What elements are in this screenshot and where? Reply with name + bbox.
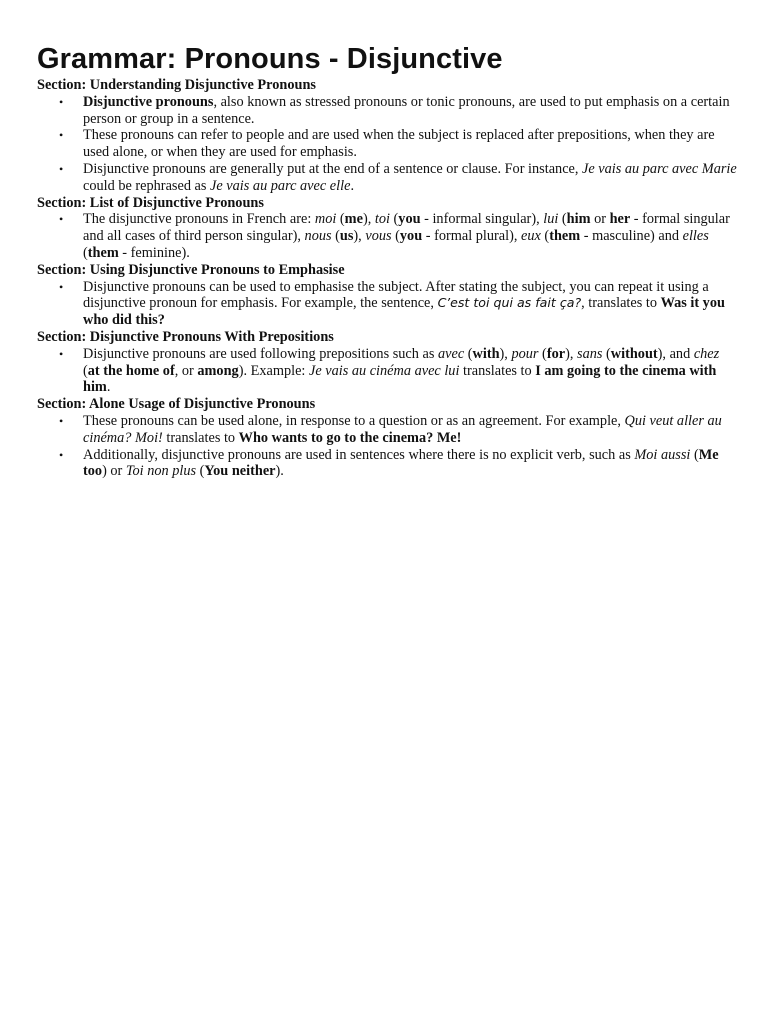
bold-text: Disjunctive pronouns (83, 93, 214, 110)
bold-text: without (610, 345, 658, 362)
text-run: ( (558, 211, 567, 228)
bold-text: You neither (204, 463, 276, 480)
text-run: - informal singular), (420, 211, 544, 228)
text-run: ( (336, 211, 345, 228)
text-run: Additionally, disjunctive pronouns are used in sentences where there is no explicit verb, such as (83, 446, 635, 463)
text-run: ( (540, 228, 550, 245)
italic-text: Je vais au parc avec elle (210, 177, 351, 194)
bullet-list (37, 413, 737, 480)
bullet-item (37, 94, 737, 128)
text-run: These pronouns can be used alone, in response to a question or as an agreement. For example, (83, 412, 625, 429)
text-run: ( (331, 228, 340, 245)
bold-text: me (344, 211, 363, 228)
italic-text: C’est toi qui as fait ça? (437, 295, 582, 311)
italic-text: pour (511, 345, 539, 362)
bullet-list (37, 211, 737, 261)
page-title: Grammar: Pronouns - Disjunctive (37, 43, 503, 75)
text-run: - masculine) and (580, 228, 683, 245)
text-run: ( (690, 446, 699, 463)
bullet-list (37, 94, 737, 195)
bold-text: Who wants to go to the cinema? Me! (238, 429, 462, 446)
italic-text: moi (314, 211, 337, 228)
bold-text: you (398, 211, 421, 228)
text-run: ), (565, 345, 578, 362)
text-run: ). Example: (238, 362, 309, 379)
text-run: ( (391, 228, 400, 245)
text-run: - feminine). (118, 244, 190, 261)
bold-text: Was it you who did this? (83, 295, 725, 329)
bold-text: I am going to the cinema with him (83, 362, 717, 396)
bullet-item (37, 211, 737, 261)
bold-text: at the home of (87, 362, 175, 379)
bullet-item (37, 413, 737, 447)
text-run: could be rephrased as (83, 177, 211, 194)
section (37, 329, 737, 396)
bullet-list (37, 346, 737, 396)
italic-text: nous (304, 228, 332, 245)
bold-text: Me too (83, 446, 719, 480)
section-heading: Section: Using Disjunctive Pronouns to Emphasise (37, 261, 345, 278)
bold-text: among (197, 362, 239, 379)
bullet-item (37, 161, 737, 195)
text-run: ( (196, 463, 205, 480)
italic-text: lui (543, 211, 559, 228)
text-run: or (590, 211, 610, 228)
text-run: ( (602, 345, 611, 362)
bullet-item (37, 447, 737, 481)
bold-text: him (566, 211, 591, 228)
text-run: Disjunctive pronouns are used following prepositions such as (83, 345, 438, 362)
section (37, 195, 737, 262)
text-run: Disjunctive pronouns are generally put at the end of a sentence or clause. For instance, (83, 160, 583, 177)
italic-text: vous (365, 228, 392, 245)
text-run: These pronouns can refer to people and are used when the subject is replaced after prepositions, when they are used alone, or when they are used for emphasis. (83, 127, 715, 161)
italic-text: Je vais au cinéma avec lui (308, 362, 460, 379)
section-heading: Section: Disjunctive Pronouns With Prepositions (37, 328, 334, 345)
section-heading: Section: List of Disjunctive Pronouns (37, 194, 264, 211)
bold-text: you (399, 228, 423, 245)
document-page (37, 42, 737, 480)
bullet-list (37, 279, 737, 329)
text-run: . (106, 379, 111, 396)
bullet-item (37, 346, 737, 396)
italic-text: Toi non plus (125, 463, 197, 480)
text-run: , also known as stressed pronouns or tonic pronouns, are used to put emphasis on a certain person or group in a sentence. (83, 93, 730, 127)
text-run: translates to (459, 362, 536, 379)
text-run: , or (174, 362, 198, 379)
text-run: translates to (162, 429, 239, 446)
text-run: - formal singular and all cases of third person singular), (83, 211, 730, 245)
text-run: ( (389, 211, 399, 228)
italic-text: eux (521, 228, 541, 245)
text-run: ), (362, 211, 375, 228)
italic-text: chez (693, 345, 720, 362)
italic-text: sans (577, 345, 603, 362)
text-run: ). (275, 463, 284, 480)
bold-text: for (546, 345, 566, 362)
bold-text: us (339, 228, 354, 245)
italic-text: Moi aussi (634, 446, 691, 463)
bold-text: her (609, 211, 631, 228)
section (37, 396, 737, 480)
bullet-item (37, 127, 737, 161)
section (37, 262, 737, 329)
bullet-item (37, 279, 737, 329)
text-run: ( (83, 244, 88, 261)
text-run: ), and (657, 345, 694, 362)
bold-text: with (472, 345, 500, 362)
text-run: , translates to (581, 295, 661, 312)
bold-text: them (87, 244, 119, 261)
italic-text: elles (682, 228, 709, 245)
italic-text: Qui veut aller au cinéma? Moi! (83, 412, 722, 446)
italic-text: toi (374, 211, 390, 228)
text-run: ), (353, 228, 366, 245)
italic-text: avec (438, 345, 465, 362)
text-run: ), (499, 345, 512, 362)
text-run: Disjunctive pronouns can be used to emphasise the subject. After stating the subject, you can repeat it using a disjunctive pronoun for emphasis. For example, the sentence, (83, 278, 709, 312)
text-run: ( (538, 345, 547, 362)
section-heading: Section: Understanding Disjunctive Pronouns (37, 77, 316, 93)
text-run: ) or (102, 463, 126, 480)
section-heading: Section: Alone Usage of Disjunctive Pronouns (37, 396, 316, 413)
text-run: - formal plural), (422, 228, 522, 245)
text-run: ( (464, 345, 473, 362)
italic-text: Je vais au parc avec Marie (582, 160, 737, 177)
bold-text: them (549, 228, 581, 245)
text-run: The disjunctive pronouns in French are: (83, 211, 315, 228)
text-run: ( (83, 362, 88, 379)
sections-container (37, 77, 737, 480)
text-run: . (350, 177, 355, 194)
section (37, 77, 737, 195)
